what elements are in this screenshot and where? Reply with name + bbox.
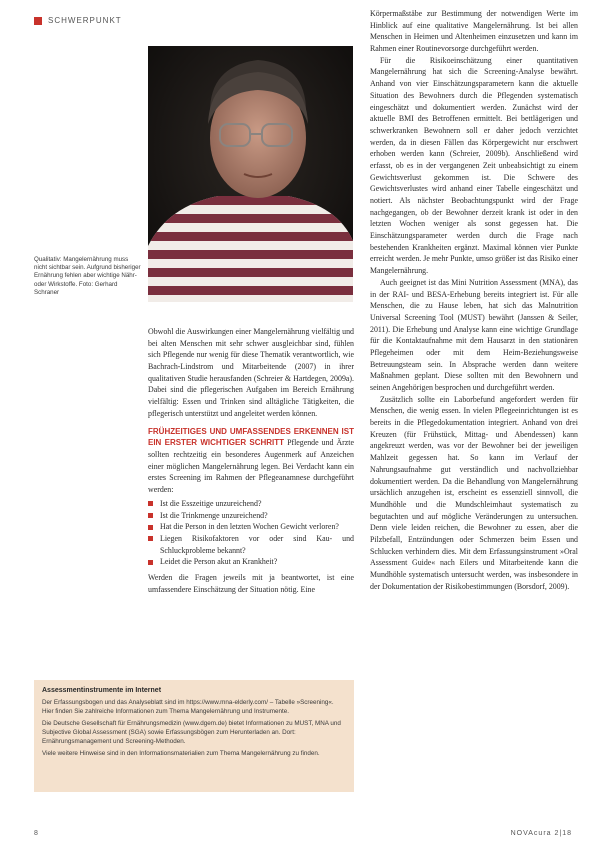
list-item: Leidet die Person akut an Krankheit? xyxy=(148,556,354,568)
list-item: Ist die Trinkmenge unzureichend? xyxy=(148,510,354,522)
info-box-title: Assessmentinstrumente im Internet xyxy=(42,687,162,694)
portrait-photo xyxy=(148,46,353,302)
left-text-column xyxy=(148,326,354,595)
closing-paragraph: Werden die Fragen jeweils mit ja beantwortet, ist eine umfassendere Einschätzung der Situation nötig. Eine xyxy=(148,572,354,594)
section-tag xyxy=(34,16,122,25)
body-paragraph: Auch geeignet ist das Mini Nutrition Assessment (MNA), das in der RAI- und BESA-Erhebung bereits integriert ist. Für alle Menschen, die zu Hause leben, hat sich das Malnutrition Universal Screening Tool (MUST) bewährt (Janssen & Seiler, 2011). Die Erhebung und Analyse kann eine wichtige Grundlage für die Kontaktaufnahme mit dem Hausarzt in den stationären Pflegeheimen oder mit dem Heim-Beziehungsweise Betreuungsteam sein. In Absprache werden dann weitere Maßnahmen geplant. Diese sollten mit den Bewohnern und seinen Angehörigen besprochen und durchgeführt werden. xyxy=(370,277,578,392)
info-box xyxy=(34,680,354,792)
subhead-body-text: Pflegende und Ärzte sollten rechtzeitig ein besonderes Augenmerk auf Anzeichen einer möglichen Mangelernährung legen. Bei Verdacht kann ein erstes Screening im Rahmen der Pflegeanamnese durchgeführt werden: xyxy=(148,438,355,495)
info-box-line: Die Deutsche Gesellschaft für Ernährungsmedizin (www.dgem.de) bietet Informationen zu MUST, MNA und Subjective Global Assessment (SGA) sowie Erfassungsbögen zum Herunterladen an. Dort: Ernährungsmanagement und Screening-Methoden. xyxy=(42,719,341,745)
info-box-line: Der Erfassungsbogen und das Analyseblatt sind im https://www.mna-elderly.com/ – Tabelle »Screening«. Hier finden Sie zahlreiche Informationen zum Thema Mangelernährung und Instrumente. xyxy=(42,698,334,715)
section-label: SCHWERPUNKT xyxy=(48,16,122,25)
screening-questions-list xyxy=(148,498,354,568)
section-marker xyxy=(34,17,42,25)
list-item: Ist die Esszeitige unzureichend? xyxy=(148,498,354,510)
body-paragraph: Zusätzlich sollte ein Laborbefund angefordert werden für Menschen, die wenig essen. In vielen Pflegeeinrichtungen ist es bereits in die Pflegedokumentation integriert. Anhand von drei Kreuzen (für Frühstück, Mittag- und Abendessen) kann angekreuzt werden, was vor der Bewohner bei der jeweiligen Mahlzeit gegessen hat. So kann im Verlauf der Nahrungsaufnahme gut verständlich und nachvollziehbar dokumentiert werden. Da die Behandlung von Mangelernährung ursächlich anzugehen ist, erscheint es essenziell sinnvoll, die Mundhöhle und die Mundschleimhaut systematisch zu begutachten und auf mögliche Veränderungen zu untersuchen. Denn viele leiden reichen, die Bewohner zu essen, aber die Pilzbefall, Entzündungen oder Schmerzen beim Essen und Schlucken verhindern dies. Mit dem Erfassungsinstrument »Oral Assessment Guide« nach Eilers und Mitarbeitende kann die Mundhöhle systematisch untersucht werden, was insbesondere in der Dokumentation der Risikobestimmungen (Borsdorf, 2009). xyxy=(370,394,578,591)
subhead-paragraph xyxy=(148,426,354,496)
section-subheading: FRÜHZEITIGES UND UMFASSENDES ERKENNEN IST EIN ERSTER WICHTIGER SCHRITT xyxy=(148,426,354,448)
page-number: 8 xyxy=(34,830,38,837)
body-paragraph: Körpermaßstäbe zur Bestimmung der notwendigen Werte im Hinblick auf eine qualitative Mangelernährung. Ist bei allen Menschen in Heimen und Altenheimen einzusetzen und kann im Rahmen einer Routinevorsorge durchgeführt werden. xyxy=(370,9,578,54)
body-paragraph: Für die Risikoeinschätzung einer quantitativen Mangelernährung hat sich die Screening-Analyse bewährt. Anhand von vier Einschätzungsparametern kann die aktuelle Situation des Bewohners durch die Pflegenden systematisch eingeschätzt und dokumentiert werden. Zunächst wird der aktuelle BMI des Betroffenen ermittelt. Bei bettlägerigen und schwerkranken Bewohnern soll er daher jedoch verzichtet werden, da in diesen Fällen das Körpergewicht nur erschwert erhoben werden kann (Schreier, 2009b). Anschließend wird erfasst, ob es in der vergangenen Zeit unbeabsichtigt zu einem Gewichtsverlust gekommen ist. Die Schwere des Gewichtsverlustes wird anhand einer Tabelle eingeschätzt und notiert. Als nächster Beobachtungspunkt wird der Frage nachgegangen, ob der Bewohner derzeit krank ist oder in den letzten Wochen weniger als sonst gegessen hat. Die Einschätzungsparameter werden durch die Frage nach bestehenden Krankheiten ergänzt. Maximal können vier Punkte erreicht werden. Je mehr Punkte, umso größer ist das Risiko einer Mangelernährung. xyxy=(370,55,578,276)
right-text-column xyxy=(370,8,578,592)
list-item: Hat die Person in den letzten Wochen Gewicht verloren? xyxy=(148,521,354,533)
issue-label: NOVAcura 2|18 xyxy=(510,830,572,837)
list-item: Liegen Risikofaktoren vor oder sind Kau- und Schluckprobleme bekannt? xyxy=(148,533,354,556)
info-box-line: Viele weitere Hinweise sind in den Informationsmaterialien zum Thema Mangelernährung zu finden. xyxy=(42,749,320,757)
photo-caption: Qualitativ: Mangelernährung muss nicht sichtbar sein. Aufgrund bisheriger Ernährung fehlen aber wichtige Nähr- oder Wirkstoffe. Foto: Gerhard Schraner xyxy=(34,256,141,296)
intro-paragraph: Obwohl die Auswirkungen einer Mangelernährung vielfältig und bei alten Menschen mit sehr schwer ausgleichbar sind, fühlen sich Pflegende nur wenig für diese Thematik verantwortlich, wie Bachrach-Lindstrom und Mitarbeitende (2007) in ihrer qualitativen Studie herausfanden (Schreier & Hartdegen, 2009a). Dabei sind die pflegerischen Aufgaben im Bereich Ernährung vielfältig: Essen und Trinken sind alltägliche Tätigkeiten, die pflegerisch unterstützt und angeleitet werden können. xyxy=(148,327,354,418)
